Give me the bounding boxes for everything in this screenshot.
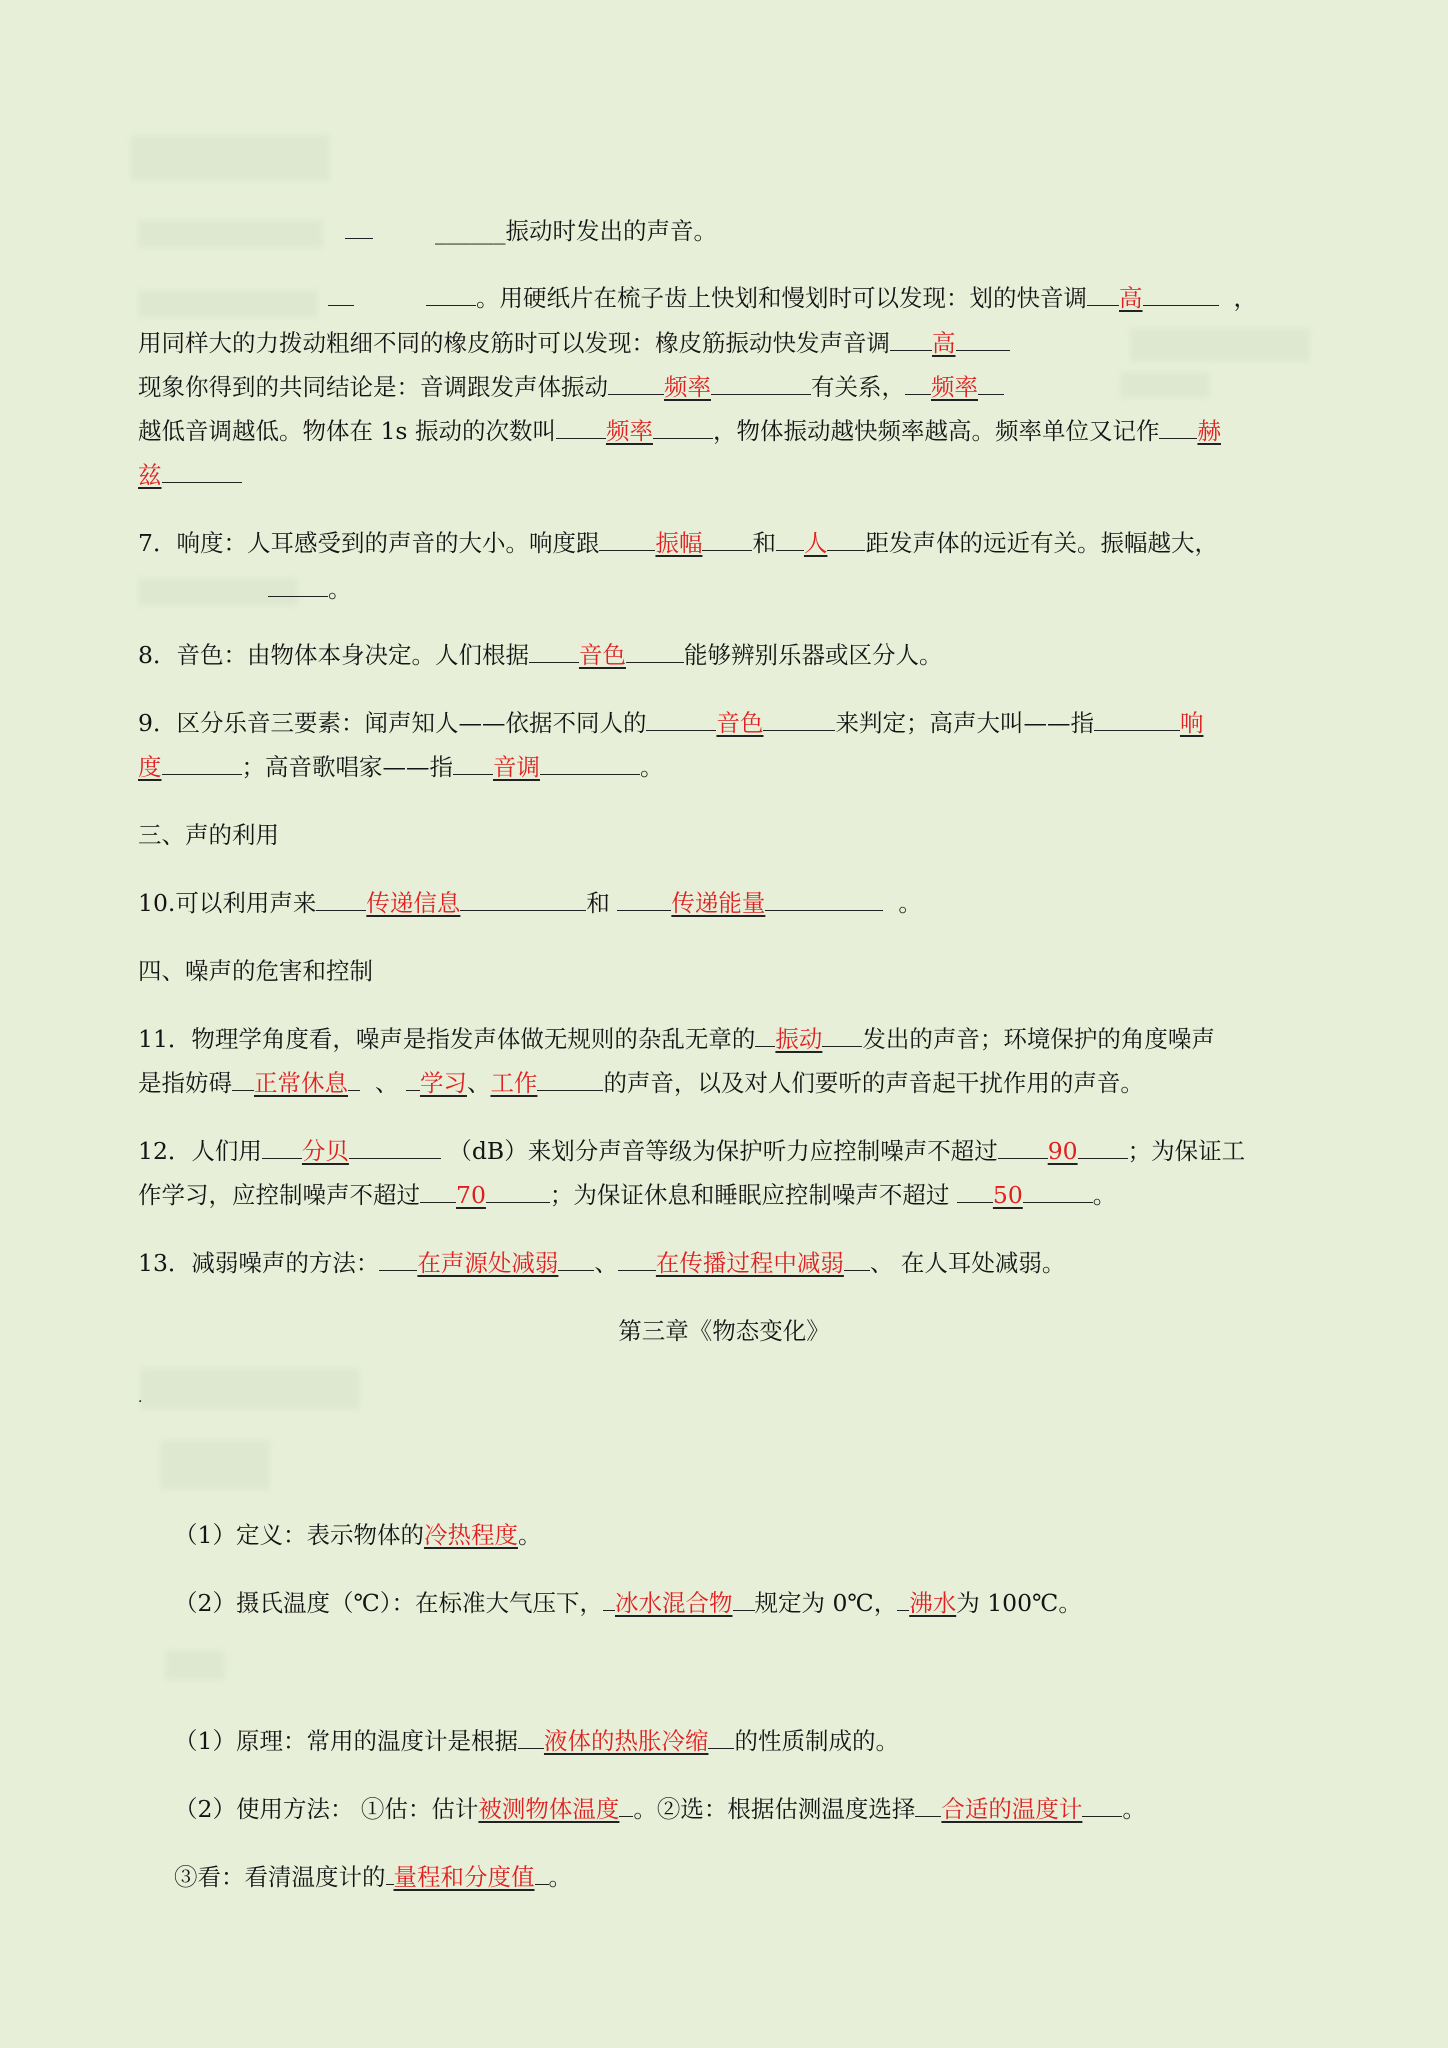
answer-blank bbox=[1078, 1138, 1128, 1159]
line-text: ；为保证休息和睡眠应控制噪声不超过 bbox=[549, 1181, 950, 1209]
line-text: 、 bbox=[374, 1069, 399, 1097]
answer-blank bbox=[232, 1070, 254, 1091]
text-line-4 bbox=[138, 370, 1004, 404]
faded-text bbox=[1130, 328, 1310, 362]
answer-blank bbox=[540, 754, 640, 775]
answer: 被测物体温度 bbox=[478, 1795, 620, 1823]
line-text: 。②选：根据估测温度选择 bbox=[633, 1795, 916, 1823]
answer-blank bbox=[345, 218, 373, 239]
line-text: 11．物理学角度看，噪声是指发声体做无规则的杂乱无章的 bbox=[138, 1025, 756, 1053]
line-text: 、 bbox=[466, 1069, 491, 1097]
answer-blank bbox=[1143, 285, 1219, 306]
line-text: 7．响度：人耳感受到的声音的大小。响度跟 bbox=[138, 529, 600, 557]
answer-blank bbox=[558, 1250, 594, 1271]
answer: 传递能量 bbox=[671, 889, 766, 917]
answer-blank bbox=[379, 1250, 417, 1271]
answer: 频率 bbox=[664, 373, 711, 401]
chapter-heading: 第三章《物态变化》 bbox=[618, 1317, 830, 1345]
line-text: 。 bbox=[640, 753, 664, 781]
thermometer-principle bbox=[174, 1724, 899, 1758]
line-text: 13．减弱噪声的方法： bbox=[138, 1249, 380, 1277]
answer-blank bbox=[537, 1070, 603, 1091]
line-text: 。 bbox=[328, 575, 352, 603]
answer: 量程和分度值 bbox=[393, 1863, 535, 1891]
answer-blank bbox=[711, 374, 811, 395]
item-11 bbox=[138, 1022, 1215, 1056]
answer-blank bbox=[518, 1728, 544, 1749]
answer-blank bbox=[776, 530, 804, 551]
line-text: 的性质制成的。 bbox=[734, 1727, 899, 1755]
line-text: ______振动时发出的声音。 bbox=[435, 217, 717, 245]
item-10 bbox=[138, 886, 922, 920]
line-text: 现象你得到的共同结论是：音调跟发声体振动 bbox=[138, 373, 608, 401]
item-12-cont bbox=[138, 1178, 1116, 1212]
line-text: 用同样大的力拨动粗细不同的橡皮筋时可以发现：橡皮筋振动快发声音调 bbox=[138, 329, 890, 357]
answer: 冰水混合物 bbox=[615, 1589, 733, 1617]
answer: 在声源处减弱 bbox=[417, 1249, 559, 1277]
text-line-2 bbox=[328, 281, 1257, 315]
answer: 在传播过程中减弱 bbox=[655, 1249, 844, 1277]
item-7 bbox=[138, 526, 1218, 560]
answer: 高 bbox=[1119, 284, 1143, 312]
faded-text bbox=[138, 220, 323, 248]
answer-blank bbox=[386, 1864, 394, 1885]
answer-blank bbox=[426, 285, 476, 306]
answer-blank bbox=[755, 1026, 775, 1047]
item-8 bbox=[138, 638, 942, 672]
answer-blank bbox=[1023, 1182, 1093, 1203]
thermometer-usage bbox=[174, 1792, 1146, 1826]
answer: 冷热程度 bbox=[423, 1521, 518, 1549]
answer-blank bbox=[486, 1182, 550, 1203]
line-text: 的声音，以及对人们要听的声音起干扰作用的声音。 bbox=[603, 1069, 1144, 1097]
answer-blank bbox=[1094, 710, 1180, 731]
line-text: （1）定义：表示物体的 bbox=[174, 1521, 424, 1549]
line-text: 。用硬纸片在梳子齿上快划和慢划时可以发现：划的快音调 bbox=[476, 284, 1087, 312]
line-text: （2）摄氏温度（℃）：在标准大气压下， bbox=[174, 1589, 603, 1617]
answer-blank bbox=[646, 710, 716, 731]
answer: 分贝 bbox=[301, 1137, 349, 1165]
section-title: 三、声的利用 bbox=[138, 821, 279, 849]
answer-blank bbox=[268, 576, 328, 597]
answer-blank bbox=[653, 418, 713, 439]
line-text: 和 bbox=[586, 889, 610, 917]
answer-blank bbox=[535, 1864, 549, 1885]
answer-blank bbox=[733, 1590, 755, 1611]
answer-blank bbox=[619, 1796, 633, 1817]
answer: 音色 bbox=[716, 709, 764, 737]
stray-dot: . bbox=[138, 1390, 143, 1406]
line-text: ；为保证工 bbox=[1127, 1137, 1246, 1165]
answer-blank bbox=[618, 1250, 656, 1271]
answer-blank bbox=[822, 1026, 862, 1047]
answer-blank bbox=[763, 710, 835, 731]
line-text: ；高音歌唱家——指 bbox=[241, 753, 453, 781]
thermometer-usage-step3 bbox=[174, 1860, 572, 1894]
answer-blank bbox=[905, 374, 931, 395]
answer-blank bbox=[890, 330, 932, 351]
answer-blank bbox=[1082, 1796, 1122, 1817]
line-text: 。 bbox=[898, 889, 922, 917]
answer-blank bbox=[897, 1590, 909, 1611]
answer-blank bbox=[702, 530, 752, 551]
chapter-title bbox=[0, 1314, 1448, 1348]
answer: 70 bbox=[456, 1181, 486, 1209]
answer-blank bbox=[349, 1138, 441, 1159]
line-text: 9．区分乐音三要素：闻声知人——依据不同人的 bbox=[138, 709, 647, 737]
faded-text bbox=[130, 135, 330, 181]
section-heading-4 bbox=[138, 954, 373, 988]
item-9 bbox=[138, 706, 1203, 740]
answer: 音色 bbox=[578, 641, 626, 669]
answer-blank bbox=[608, 374, 664, 395]
item-13 bbox=[138, 1246, 1065, 1280]
line-text: ③看：看清温度计的 bbox=[174, 1863, 386, 1891]
answer-blank bbox=[844, 1250, 870, 1271]
answer-blank bbox=[348, 1070, 360, 1091]
text-line-1 bbox=[345, 214, 717, 248]
line-text: 12．人们用 bbox=[138, 1137, 262, 1165]
answer-blank bbox=[765, 890, 883, 911]
answer: 振动 bbox=[775, 1025, 823, 1053]
answer: 振幅 bbox=[655, 529, 703, 557]
answer: 合适的温度计 bbox=[941, 1795, 1083, 1823]
answer-blank bbox=[529, 642, 579, 663]
answer-blank bbox=[617, 890, 671, 911]
answer: 频率 bbox=[605, 417, 653, 445]
celsius-definition bbox=[174, 1586, 1082, 1620]
answer: 响 bbox=[1179, 709, 1204, 737]
answer-blank bbox=[556, 418, 606, 439]
line-text: 8．音色：由物体本身决定。人们根据 bbox=[138, 641, 529, 669]
line-text: （dB）来划分声音等级为保护听力应控制噪声不超过 bbox=[448, 1137, 998, 1165]
answer-blank bbox=[420, 1182, 456, 1203]
line-text: 距发声体的远近有关。振幅越大， bbox=[865, 529, 1218, 557]
line-text: ， bbox=[1233, 284, 1257, 312]
line-text: 为 100℃。 bbox=[956, 1589, 1082, 1617]
answer: 频率 bbox=[931, 373, 978, 401]
answer-blank bbox=[915, 1796, 941, 1817]
line-text: 。 bbox=[548, 1863, 572, 1891]
answer-blank bbox=[162, 462, 242, 483]
answer-blank bbox=[453, 754, 493, 775]
line-text: 作学习，应控制噪声不超过 bbox=[138, 1181, 420, 1209]
line-text: 、 bbox=[594, 1249, 618, 1277]
faded-text bbox=[140, 1368, 360, 1410]
answer: 工作 bbox=[490, 1069, 538, 1097]
answer-blank bbox=[998, 1138, 1048, 1159]
answer: 赫 bbox=[1197, 417, 1221, 445]
faded-text bbox=[138, 290, 318, 318]
temp-definition bbox=[174, 1518, 541, 1552]
line-text: ，物体振动越快频率越高。频率单位又记作 bbox=[712, 417, 1160, 445]
line-text: 。 bbox=[517, 1521, 542, 1549]
line-text: 规定为 0℃， bbox=[754, 1589, 898, 1617]
answer-blank bbox=[599, 530, 655, 551]
faded-text bbox=[165, 1650, 225, 1680]
answer: 度 bbox=[138, 753, 162, 781]
section-heading-3 bbox=[138, 818, 279, 852]
faded-text bbox=[160, 1440, 270, 1490]
answer-blank bbox=[328, 285, 354, 306]
line-text: 有关系， bbox=[811, 373, 905, 401]
answer: 50 bbox=[992, 1181, 1023, 1209]
text-line-5 bbox=[138, 414, 1221, 448]
answer: 正常休息 bbox=[254, 1069, 348, 1097]
answer-blank bbox=[406, 1070, 420, 1091]
line-text: 越低音调越低。物体在 1s 振动的次数叫 bbox=[138, 417, 556, 445]
answer: 学习 bbox=[419, 1069, 467, 1097]
line-text: （2）使用方法： ①估：估计 bbox=[174, 1795, 479, 1823]
answer-blank bbox=[262, 1138, 302, 1159]
answer-blank bbox=[603, 1590, 615, 1611]
line-text: 能够辨别乐器或区分人。 bbox=[683, 641, 943, 669]
line-text: 、 在人耳处减弱。 bbox=[869, 1249, 1066, 1277]
answer-blank bbox=[316, 890, 366, 911]
line-text: 发出的声音；环境保护的角度噪声 bbox=[862, 1025, 1215, 1053]
answer-blank bbox=[978, 374, 1004, 395]
section-title: 四、噪声的危害和控制 bbox=[138, 957, 373, 985]
item-9-cont bbox=[138, 750, 664, 784]
answer-blank bbox=[956, 330, 1010, 351]
text-line-6 bbox=[138, 458, 242, 492]
text-line-8 bbox=[268, 572, 352, 606]
answer: 人 bbox=[803, 529, 828, 557]
answer-blank bbox=[957, 1182, 993, 1203]
item-11-cont bbox=[138, 1066, 1144, 1100]
line-text: 来判定；高声大叫——指 bbox=[835, 709, 1094, 737]
answer-blank bbox=[626, 642, 684, 663]
item-12 bbox=[138, 1134, 1245, 1168]
answer: 音调 bbox=[493, 753, 540, 781]
line-text: 是指妨碍 bbox=[138, 1069, 232, 1097]
line-text: 10.可以利用声来 bbox=[138, 889, 317, 917]
answer: 液体的热胀冷缩 bbox=[543, 1727, 709, 1755]
answer-blank bbox=[1159, 418, 1197, 439]
answer: 兹 bbox=[138, 461, 162, 489]
answer-blank bbox=[1087, 285, 1119, 306]
text-line-3 bbox=[138, 326, 1010, 360]
answer-blank bbox=[460, 890, 586, 911]
answer-blank bbox=[827, 530, 865, 551]
answer: 高 bbox=[932, 329, 956, 357]
answer-blank bbox=[708, 1728, 734, 1749]
answer: 90 bbox=[1047, 1137, 1078, 1165]
faded-text bbox=[1120, 372, 1210, 398]
line-text: 。 bbox=[1092, 1181, 1117, 1209]
answer: 传递信息 bbox=[366, 889, 461, 917]
answer-blank bbox=[162, 754, 242, 775]
line-text: 和 bbox=[752, 529, 776, 557]
line-text: 。 bbox=[1122, 1795, 1146, 1823]
answer: 沸水 bbox=[909, 1589, 957, 1617]
line-text: （1）原理：常用的温度计是根据 bbox=[174, 1727, 518, 1755]
